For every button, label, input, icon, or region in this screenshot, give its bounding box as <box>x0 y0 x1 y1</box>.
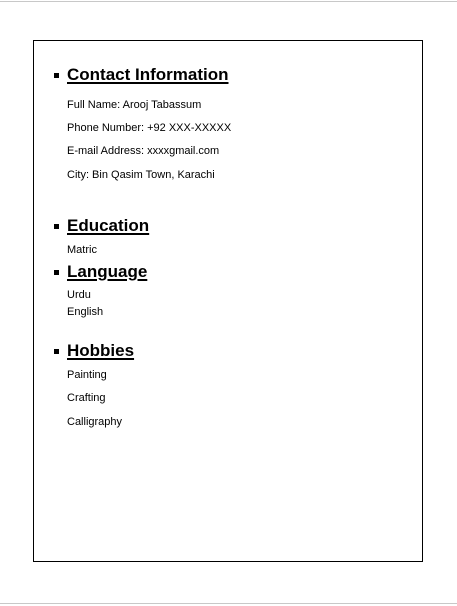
square-bullet-icon <box>54 349 59 354</box>
hobbies-section-heading <box>54 340 134 362</box>
language-section-heading <box>54 261 147 283</box>
hobby-item: Calligraphy <box>67 416 123 428</box>
contact-full-name: Full Name: Arooj Tabassum <box>67 99 202 111</box>
hobby-item: Painting <box>67 369 107 381</box>
top-divider <box>0 1 457 2</box>
language-heading-text: Language <box>67 262 148 281</box>
square-bullet-icon <box>54 270 59 275</box>
hobbies-heading-text: Hobbies <box>67 341 135 360</box>
language-item: Urdu <box>67 289 91 301</box>
hobby-item: Crafting <box>67 392 106 404</box>
contact-heading-text: Contact Information <box>67 65 229 84</box>
education-heading-text: Education <box>67 216 150 235</box>
contact-email: E-mail Address: xxxxgmail.com <box>67 145 220 157</box>
language-item: English <box>67 306 104 318</box>
square-bullet-icon <box>54 73 59 78</box>
square-bullet-icon <box>54 224 59 229</box>
contact-section-heading <box>54 64 229 86</box>
document-page <box>33 40 423 562</box>
education-item: Matric <box>67 244 97 256</box>
contact-phone: Phone Number: +92 XXX-XXXXX <box>67 122 232 134</box>
bottom-divider <box>0 603 457 604</box>
education-section-heading <box>54 215 149 237</box>
contact-city: City: Bin Qasim Town, Karachi <box>67 169 215 181</box>
